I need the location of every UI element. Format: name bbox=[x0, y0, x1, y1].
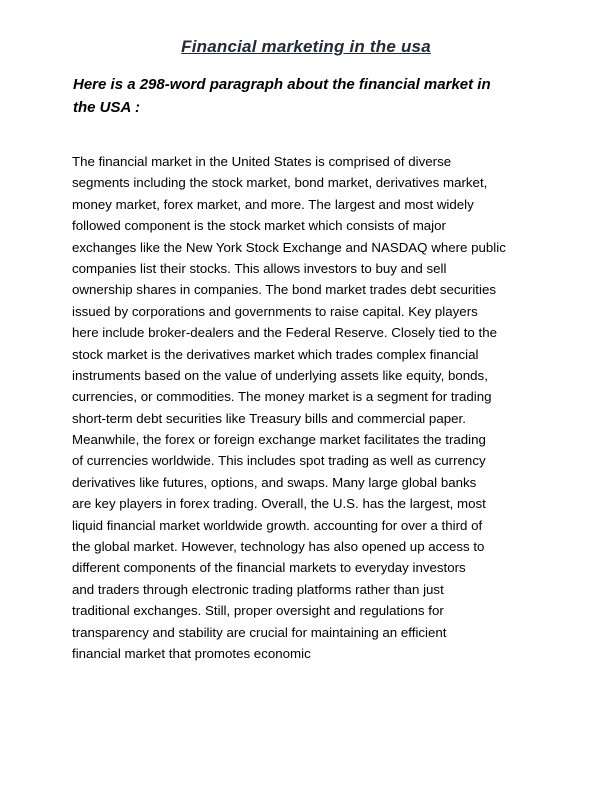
paragraph-line: are key players in forex trading. Overall, the U.S. has the largest, most bbox=[72, 496, 486, 512]
paragraph-line: derivatives like futures, options, and swaps. Many large global banks bbox=[72, 474, 477, 490]
paragraph-line: issued by corporations and governments to raise capital. Key players bbox=[72, 303, 478, 319]
intro-heading bbox=[73, 73, 553, 119]
paragraph-line: of currencies worldwide. This includes spot trading as well as currency bbox=[72, 453, 486, 469]
paragraph-line: different components of the financial markets to everyday investors bbox=[72, 560, 466, 576]
paragraph-line: Meanwhile, the forex or foreign exchange market facilitates the trading bbox=[72, 432, 486, 448]
paragraph-line: ownership shares in companies. The bond market trades debt securities bbox=[72, 282, 497, 298]
paragraph-line: here include broker-dealers and the Federal Reserve. Closely tied to the bbox=[72, 325, 497, 341]
intro-line: the USA : bbox=[73, 99, 140, 116]
body-paragraph bbox=[72, 151, 506, 664]
paragraph-line: followed component is the stock market which consists of major bbox=[72, 218, 446, 234]
paragraph-line: currencies, or commodities. The money market is a segment for trading bbox=[72, 389, 492, 405]
paragraph-line: instruments based on the value of underlying assets like equity, bonds, bbox=[72, 367, 488, 383]
paragraph-line: short-term debt securities like Treasury bills and commercial paper. bbox=[72, 410, 466, 426]
paragraph-line: The financial market in the United States is comprised of diverse bbox=[72, 154, 452, 169]
paragraph-line: the global market. However, technology has also opened up access to bbox=[72, 539, 485, 555]
paragraph-line: liquid financial market worldwide growth. accounting for over a third of bbox=[72, 517, 483, 533]
paragraph-line: segments including the stock market, bond market, derivatives market, bbox=[72, 175, 488, 191]
paragraph-line: exchanges like the New York Stock Exchange and NASDAQ where public bbox=[72, 239, 506, 255]
paragraph-line: money market, forex market, and more. The largest and most widely bbox=[72, 196, 474, 212]
paragraph-line: traditional exchanges. Still, proper oversight and regulations for bbox=[72, 603, 444, 619]
paragraph-line: stock market is the derivatives market which trades complex financial bbox=[72, 346, 479, 362]
document-title: Financial marketing in the usa bbox=[181, 37, 431, 56]
paragraph-line: financial market that promotes economic bbox=[72, 645, 311, 661]
paragraph-line: and traders through electronic trading platforms rather than just bbox=[72, 581, 444, 597]
paragraph-line: companies list their stocks. This allows investors to buy and sell bbox=[72, 260, 447, 276]
paragraph-line: transparency and stability are crucial for maintaining an efficient bbox=[72, 624, 447, 640]
intro-line: Here is a 298-word paragraph about the financial market in bbox=[73, 76, 491, 93]
